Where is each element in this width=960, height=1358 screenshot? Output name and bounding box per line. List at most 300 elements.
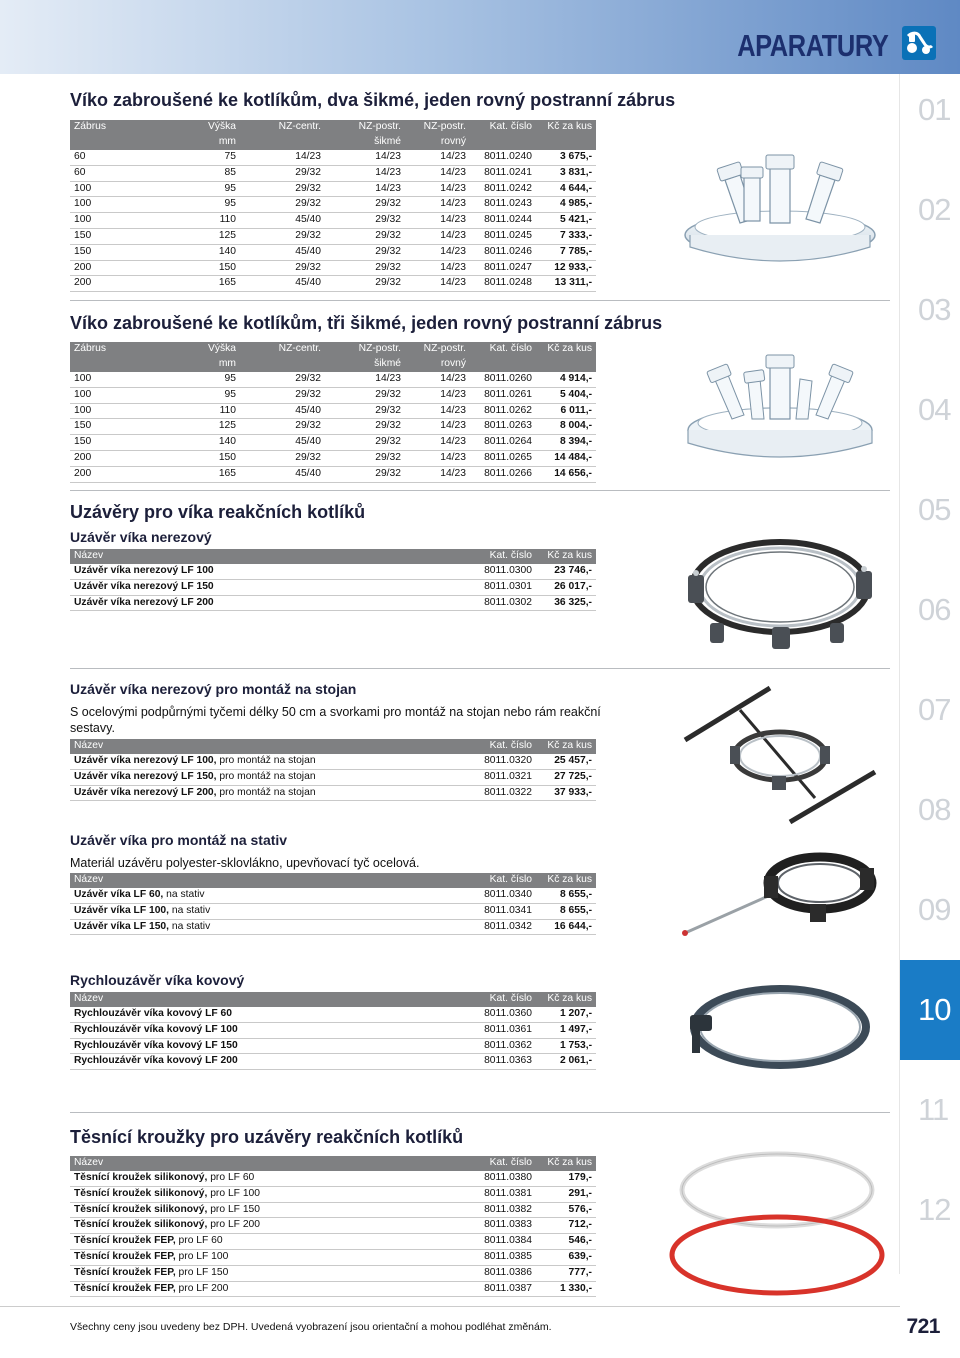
table-row: [70, 260, 596, 276]
table-cell: 29/32: [240, 419, 325, 435]
quick-closure-image: [680, 965, 880, 1085]
product-name-detail: pro LF 200: [175, 1282, 229, 1294]
catalog-number: 8011.0244: [470, 213, 536, 229]
price: 37 933,-: [536, 785, 596, 801]
product-name-bold: Těsnící kroužek FEP,: [74, 1235, 176, 1247]
side-index-tab-08[interactable]: 08: [918, 792, 951, 827]
product-name: [70, 1281, 470, 1297]
table-row: [70, 387, 596, 403]
col-header: Kč za kus: [536, 120, 596, 135]
catalog-number: 8011.0248: [470, 276, 536, 292]
side-index-tab-07[interactable]: 07: [918, 692, 951, 727]
brand-logo-icon: [902, 26, 936, 60]
section-divider: [70, 668, 890, 669]
table-cell: 150: [70, 435, 150, 451]
footer-divider: [0, 1306, 900, 1307]
table-cell: 100: [70, 213, 150, 229]
price: 5 404,-: [536, 387, 596, 403]
table-row: [70, 213, 596, 229]
table-cell: 14/23: [405, 260, 470, 276]
table-cell: 14/23: [325, 181, 405, 197]
price: 179,-: [536, 1171, 596, 1186]
table-cell: 14/23: [405, 213, 470, 229]
table-cell: 100: [70, 403, 150, 419]
table-row: [70, 785, 596, 801]
table-cell: 110: [150, 403, 240, 419]
col-header: Kč za kus: [536, 873, 596, 888]
table-cell: 29/32: [240, 165, 325, 181]
price: 16 644,-: [536, 919, 596, 935]
col-header: Kat. číslo: [470, 120, 536, 135]
table-cell: 14/23: [325, 150, 405, 165]
table-cell: 14/23: [405, 181, 470, 197]
product-name-detail: pro LF 60: [207, 1172, 255, 1183]
product-name: [70, 564, 470, 579]
product-name: [70, 1022, 470, 1038]
product-name-detail: na stativ: [163, 889, 205, 900]
col-header: Zábrus: [70, 342, 150, 357]
table-cell: 45/40: [240, 466, 325, 482]
table-body: [70, 564, 596, 611]
col-header-sub: šikmé: [325, 357, 405, 372]
product-name-detail: pro montáž na stojan: [216, 755, 316, 766]
side-index-tab-04[interactable]: 04: [918, 392, 951, 427]
table-cell: 110: [150, 213, 240, 229]
seal-ring-table: [70, 1156, 596, 1297]
product-name-detail: pro montáž na stojan: [216, 770, 316, 782]
side-index-tab-01[interactable]: 01: [918, 92, 951, 127]
table-body: [70, 150, 596, 292]
section-divider: [70, 490, 890, 491]
product-name-detail: na stativ: [169, 904, 211, 916]
section-title: Uzávěr víka nerezový pro montáž na stojan: [70, 681, 357, 697]
table-row: [70, 1218, 596, 1234]
col-header: Kat. číslo: [470, 992, 536, 1007]
table-cell: 29/32: [325, 228, 405, 244]
table-cell: 100: [70, 181, 150, 197]
table-cell: 14/23: [405, 435, 470, 451]
catalog-number: 8011.0261: [470, 387, 536, 403]
table-cell: 14/23: [405, 276, 470, 292]
col-header-sub: rovný: [405, 135, 470, 150]
price: 6 011,-: [536, 403, 596, 419]
table-cell: 200: [70, 450, 150, 466]
catalog-number: 8011.0322: [470, 785, 536, 801]
table-cell: 150: [70, 419, 150, 435]
catalog-number: 8011.0321: [470, 769, 536, 785]
table-cell: 14/23: [405, 387, 470, 403]
section-title: Těsnící kroužky pro uzávěry reakčních kotlíků: [70, 1127, 464, 1147]
table-row: [70, 564, 596, 579]
catalog-number: 8011.0363: [470, 1054, 536, 1070]
table-row: [70, 1249, 596, 1265]
price: 5 421,-: [536, 213, 596, 229]
side-index-tab-12[interactable]: 12: [918, 1192, 951, 1227]
table-row: [70, 435, 596, 451]
product-name: [70, 769, 470, 785]
seal-rings-image: [665, 1140, 890, 1300]
product-name-bold: Uzávěr víka nerezový LF 200,: [74, 786, 217, 798]
catalog-number: 8011.0320: [470, 754, 536, 769]
price: 1 497,-: [536, 1022, 596, 1038]
price: 639,-: [536, 1249, 596, 1265]
product-name-bold: Rychlouzávěr víka kovový LF 60: [74, 1008, 232, 1019]
table-cell: 14/23: [405, 244, 470, 260]
product-name: [70, 1186, 470, 1202]
col-header: Kat. číslo: [470, 342, 536, 357]
section-divider: [70, 1112, 890, 1113]
stativ-closure-table: [70, 873, 596, 935]
table-cell: 140: [150, 244, 240, 260]
col-header: NZ-centr.: [240, 120, 325, 135]
price: 8 655,-: [536, 903, 596, 919]
table-cell: 45/40: [240, 403, 325, 419]
product-name-bold: Těsnící kroužek silikonový,: [74, 1219, 208, 1231]
table-row: [70, 1186, 596, 1202]
price: 3 675,-: [536, 150, 596, 165]
table-row: [70, 754, 596, 769]
price: 14 484,-: [536, 450, 596, 466]
section-title: Víko zabroušené ke kotlíkům, tři šikmé, jeden rovný postranní zábrus: [70, 313, 663, 333]
table-body: [70, 888, 596, 935]
catalog-number: 8011.0260: [470, 372, 536, 387]
catalog-number: 8011.0386: [470, 1265, 536, 1281]
table-row: [70, 1171, 596, 1186]
product-name: [70, 919, 470, 935]
table-body: [70, 1171, 596, 1297]
col-header: Výška: [150, 120, 240, 135]
catalog-number: 8011.0245: [470, 228, 536, 244]
product-name-detail: pro LF 150: [207, 1203, 261, 1215]
product-name: [70, 1234, 470, 1250]
table-row: [70, 181, 596, 197]
table-row: [70, 372, 596, 387]
table-row: [70, 888, 596, 903]
product-name-bold: Těsnící kroužek FEP,: [74, 1266, 176, 1278]
table-cell: 29/32: [325, 466, 405, 482]
product-name-bold: Uzávěr víka nerezový LF 100: [74, 565, 214, 576]
product-name-bold: Uzávěr víka nerezový LF 150: [74, 580, 214, 592]
col-header: Název: [70, 549, 470, 564]
product-name-detail: pro montáž na stojan: [216, 786, 316, 798]
table-row: [70, 244, 596, 260]
catalog-number: 8011.0246: [470, 244, 536, 260]
table-row: [70, 1234, 596, 1250]
price: 4 914,-: [536, 372, 596, 387]
table-row: [70, 595, 596, 611]
product-name: [70, 754, 470, 769]
product-name-bold: Uzávěr víka nerezový LF 150,: [74, 770, 217, 782]
product-name-bold: Těsnící kroužek FEP,: [74, 1250, 176, 1262]
col-header: Kč za kus: [536, 992, 596, 1007]
table-cell: 100: [70, 197, 150, 213]
table-cell: 95: [150, 387, 240, 403]
catalog-number: 8011.0340: [470, 888, 536, 903]
table-cell: 100: [70, 372, 150, 387]
product-name-bold: Rychlouzávěr víka kovový LF 100: [74, 1023, 238, 1035]
product-name: [70, 595, 470, 611]
table-cell: 29/32: [240, 181, 325, 197]
price: 546,-: [536, 1234, 596, 1250]
side-index-tab-05[interactable]: 05: [918, 492, 951, 527]
table-row: [70, 165, 596, 181]
section-title: Rychlouzávěr víka kovový: [70, 972, 245, 988]
catalog-number: 8011.0360: [470, 1007, 536, 1022]
catalog-number: 8011.0362: [470, 1038, 536, 1054]
table-row: [70, 276, 596, 292]
price: 3 831,-: [536, 165, 596, 181]
catalog-number: 8011.0264: [470, 435, 536, 451]
col-header: Kč za kus: [536, 549, 596, 564]
product-name-detail: pro LF 100: [175, 1250, 229, 1262]
product-name-bold: Uzávěr víka LF 60,: [74, 889, 164, 900]
product-name-detail: pro LF 60: [175, 1235, 223, 1247]
table-cell: 29/32: [240, 197, 325, 213]
col-header: Zábrus: [70, 120, 150, 135]
price: 25 457,-: [536, 754, 596, 769]
table-cell: 14/23: [405, 150, 470, 165]
table-row: [70, 903, 596, 919]
price: 8 004,-: [536, 419, 596, 435]
side-index-tab-10[interactable]: 10: [900, 960, 960, 1060]
table-cell: 29/32: [325, 450, 405, 466]
table-cell: 14/23: [325, 165, 405, 181]
section-divider: [70, 300, 890, 301]
stand-closure-table: [70, 739, 596, 801]
table-cell: 14/23: [405, 466, 470, 482]
product-name-bold: Těsnící kroužek FEP,: [74, 1282, 176, 1294]
table-cell: 29/32: [240, 372, 325, 387]
table-cell: 75: [150, 150, 240, 165]
table-row: [70, 197, 596, 213]
table-cell: 150: [150, 260, 240, 276]
table-cell: 100: [70, 387, 150, 403]
table-row: [70, 1054, 596, 1070]
price: 4 644,-: [536, 181, 596, 197]
table-cell: 125: [150, 419, 240, 435]
table-cell: 29/32: [325, 403, 405, 419]
catalog-number: 8011.0361: [470, 1022, 536, 1038]
price: 777,-: [536, 1265, 596, 1281]
product-name-detail: pro LF 150: [175, 1266, 229, 1278]
catalog-number: 8011.0385: [470, 1249, 536, 1265]
table-cell: 14/23: [240, 150, 325, 165]
col-header: Název: [70, 992, 470, 1007]
table-body: [70, 372, 596, 482]
table-row: [70, 150, 596, 165]
catalog-number: 8011.0265: [470, 450, 536, 466]
price: 576,-: [536, 1202, 596, 1218]
col-header: NZ-postr.: [325, 342, 405, 357]
table-cell: 150: [70, 228, 150, 244]
footer-note: Všechny ceny jsou uvedeny bez DPH. Uvedená vyobrazení jsou orientační a mohou podléhat změnám.: [70, 1321, 552, 1333]
table-cell: 29/32: [325, 435, 405, 451]
col-header: NZ-postr.: [325, 120, 405, 135]
section-title: Víko zabroušené ke kotlíkům, dva šikmé, jeden rovný postranní zábrus: [70, 90, 676, 110]
table-cell: 85: [150, 165, 240, 181]
catalog-number: 8011.0301: [470, 579, 536, 595]
brand-title: APARATURY: [736, 28, 888, 63]
lid-table-2: [70, 342, 596, 483]
table-row: [70, 1022, 596, 1038]
table-cell: 29/32: [325, 387, 405, 403]
col-header-sub: mm: [150, 357, 240, 372]
table-cell: 165: [150, 466, 240, 482]
col-header: Název: [70, 739, 470, 754]
lid-two-angled-necks-image: [680, 135, 880, 285]
product-name: [70, 1038, 470, 1054]
table-cell: 14/23: [405, 419, 470, 435]
lid-table-1: [70, 120, 596, 292]
table-cell: 29/32: [325, 213, 405, 229]
side-index-tab-03[interactable]: 03: [918, 292, 951, 327]
table-row: [70, 769, 596, 785]
product-name-detail: na stativ: [169, 920, 211, 932]
product-name: [70, 888, 470, 903]
price: 8 394,-: [536, 435, 596, 451]
price: 1 330,-: [536, 1281, 596, 1297]
table-cell: 150: [150, 450, 240, 466]
table-cell: 29/32: [240, 228, 325, 244]
table-cell: 29/32: [240, 387, 325, 403]
side-index-tab-09[interactable]: 09: [918, 892, 951, 927]
table-cell: 14/23: [405, 450, 470, 466]
table-cell: 95: [150, 197, 240, 213]
col-header: Kč za kus: [536, 342, 596, 357]
col-header: Název: [70, 1156, 470, 1171]
col-header-sub: rovný: [405, 357, 470, 372]
product-name: [70, 1265, 470, 1281]
col-header: Kat. číslo: [470, 739, 536, 754]
catalog-number: 8011.0241: [470, 165, 536, 181]
table-row: [70, 1007, 596, 1022]
table-cell: 29/32: [325, 276, 405, 292]
table-body: [70, 754, 596, 801]
table-cell: 60: [70, 165, 150, 181]
table-cell: 140: [150, 435, 240, 451]
catalog-number: 8011.0240: [470, 150, 536, 165]
price: 13 311,-: [536, 276, 596, 292]
table-cell: 45/40: [240, 213, 325, 229]
table-cell: 14/23: [325, 372, 405, 387]
product-name-bold: Uzávěr víka LF 150,: [74, 920, 170, 932]
table-cell: 200: [70, 260, 150, 276]
table-row: [70, 228, 596, 244]
col-header: NZ-postr.: [405, 342, 470, 357]
table-cell: 29/32: [240, 260, 325, 276]
table-cell: 29/32: [325, 244, 405, 260]
product-name: [70, 579, 470, 595]
product-name-bold: Těsnící kroužek silikonový,: [74, 1203, 208, 1215]
product-name: [70, 1249, 470, 1265]
stand-closure-image: [680, 680, 880, 830]
col-header-sub: šikmé: [325, 135, 405, 150]
side-index-tab-06[interactable]: 06: [918, 592, 951, 627]
table-row: [70, 1202, 596, 1218]
table-cell: 165: [150, 276, 240, 292]
price: 14 656,-: [536, 466, 596, 482]
catalog-number: 8011.0243: [470, 197, 536, 213]
table-cell: 200: [70, 276, 150, 292]
product-name-bold: Těsnící kroužek silikonový,: [74, 1187, 208, 1199]
closure-table: [70, 549, 596, 611]
catalog-number: 8011.0247: [470, 260, 536, 276]
catalog-number: 8011.0383: [470, 1218, 536, 1234]
col-header: Kat. číslo: [470, 873, 536, 888]
table-row: [70, 919, 596, 935]
product-name-bold: Uzávěr víka LF 100,: [74, 904, 170, 916]
table-cell: 14/23: [405, 165, 470, 181]
table-cell: 150: [70, 244, 150, 260]
table-cell: 14/23: [405, 197, 470, 213]
table-cell: 95: [150, 181, 240, 197]
price: 1 207,-: [536, 1007, 596, 1022]
table-cell: 60: [70, 150, 150, 165]
table-cell: 14/23: [405, 372, 470, 387]
col-header: Kč za kus: [536, 1156, 596, 1171]
side-index-tab-02[interactable]: 02: [918, 192, 951, 227]
col-header: Kat. číslo: [470, 1156, 536, 1171]
col-header: NZ-postr.: [405, 120, 470, 135]
price: 1 753,-: [536, 1038, 596, 1054]
section-subtitle: Uzávěr víka nerezový: [70, 529, 212, 545]
price: 23 746,-: [536, 564, 596, 579]
catalog-number: 8011.0380: [470, 1171, 536, 1186]
table-row: [70, 1038, 596, 1054]
side-index-tab-11[interactable]: 11: [918, 1092, 949, 1127]
price: 36 325,-: [536, 595, 596, 611]
section-description: Materiál uzávěru polyester-sklovlákno, upevňovací tyč ocelová.: [70, 856, 420, 870]
col-header: NZ-centr.: [240, 342, 325, 357]
table-row: [70, 419, 596, 435]
catalog-number: 8011.0302: [470, 595, 536, 611]
table-row: [70, 579, 596, 595]
quick-closure-table: [70, 992, 596, 1070]
lid-three-angled-necks-image: [680, 335, 880, 475]
price: 291,-: [536, 1186, 596, 1202]
section-title: Uzávěry pro víka reakčních kotlíků: [70, 502, 366, 522]
table-cell: 125: [150, 228, 240, 244]
table-row: [70, 450, 596, 466]
catalog-number: 8011.0342: [470, 919, 536, 935]
table-cell: 29/32: [240, 450, 325, 466]
price: 4 985,-: [536, 197, 596, 213]
table-cell: 14/23: [405, 228, 470, 244]
stainless-closure-image: [680, 515, 880, 660]
product-name: [70, 1218, 470, 1234]
catalog-number: 8011.0384: [470, 1234, 536, 1250]
table-cell: 95: [150, 372, 240, 387]
col-header-sub: mm: [150, 135, 240, 150]
table-cell: 45/40: [240, 435, 325, 451]
catalog-number: 8011.0381: [470, 1186, 536, 1202]
product-name-bold: Uzávěr víka nerezový LF 200: [74, 596, 214, 608]
price: 8 655,-: [536, 888, 596, 903]
table-cell: 29/32: [325, 197, 405, 213]
table-cell: 14/23: [405, 403, 470, 419]
product-name-detail: pro LF 200: [207, 1219, 261, 1231]
section-description: S ocelovými podpůrnými tyčemi délky 50 cm a svorkami pro montáž na stojan nebo rám reakční sestavy.: [70, 705, 601, 735]
catalog-number: 8011.0341: [470, 903, 536, 919]
product-name-bold: Těsnící kroužek silikonový,: [74, 1172, 208, 1183]
catalog-number: 8011.0300: [470, 564, 536, 579]
col-header: Kč za kus: [536, 739, 596, 754]
product-name: [70, 1054, 470, 1070]
table-row: [70, 403, 596, 419]
price: 712,-: [536, 1218, 596, 1234]
stativ-closure-image: [680, 838, 880, 953]
table-body: [70, 1007, 596, 1070]
